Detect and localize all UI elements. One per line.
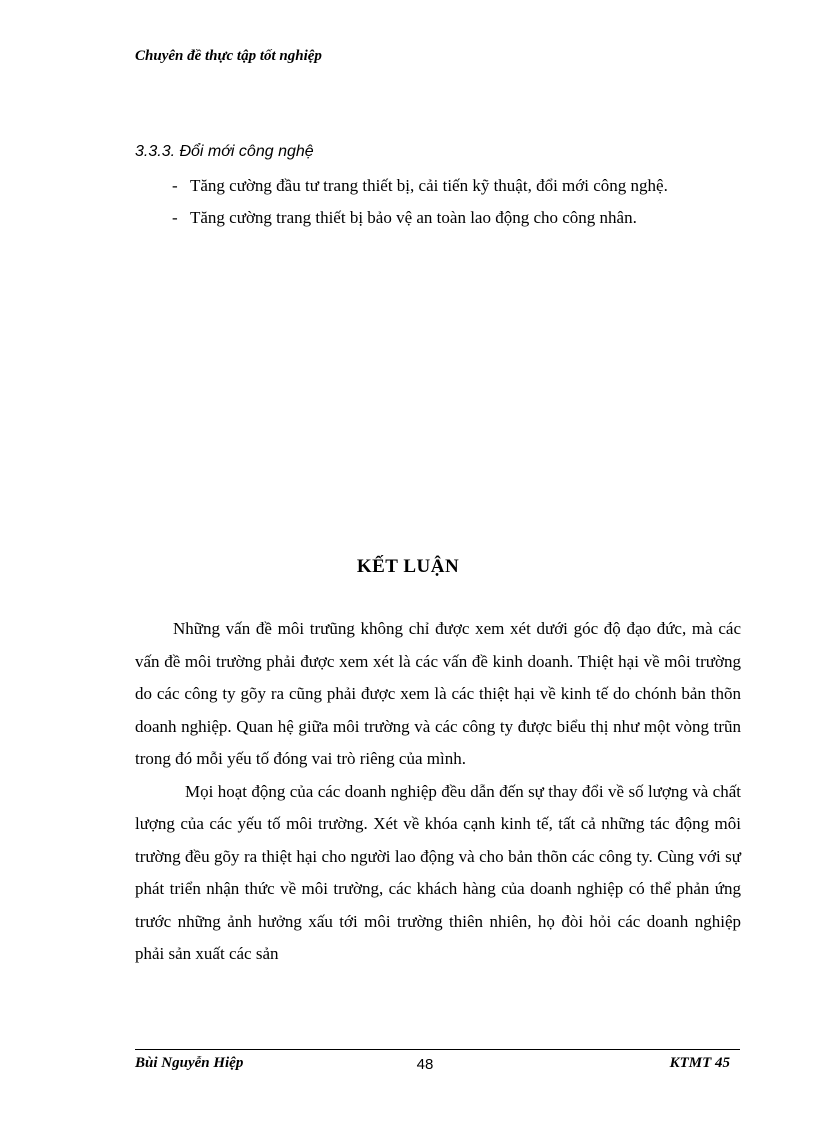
footer-author: Bùi Nguyễn Hiệp <box>135 1055 244 1071</box>
section-heading: 3.3.3. Đổi mới công nghệ <box>135 143 314 160</box>
footer-divider <box>135 1049 740 1050</box>
header-title: Chuyên đề thực tập tốt nghiệp <box>135 48 322 64</box>
page-number: 48 <box>416 1056 434 1073</box>
conclusion-body <box>135 613 741 971</box>
bullet-text: Tăng cường trang thiết bị bảo vệ an toàn lao động cho công nhân. <box>190 208 637 227</box>
bullet-marker: - <box>172 176 178 195</box>
bullet-list <box>172 170 668 234</box>
list-item <box>172 202 668 234</box>
paragraph: Mọi hoạt động của các doanh nghiệp đều dẫn đến sự thay đổi về số lượng và chất lượng của các yếu tố môi trường. Xét về khóa cạnh kinh tế, tất cả những tác động môi trường đều gõy ra thiệt hại cho người lao động và cho bản thõn các công ty. Cùng với sự phát triển nhận thức về môi trường, các khách hàng của doanh nghiệp có thể phản ứng trước những ảnh hưởng xấu tới môi trường thiên nhiên, họ đòi hỏi các doanh nghiệp phải sản xuất các sản <box>135 781 741 963</box>
paragraph: Những vấn đề môi trưũng không chỉ được xem xét dưới góc độ đạo đức, mà các vấn đề môi trường phải được xem xét là các vấn đề kinh doanh. Thiệt hại về môi trường do các công ty gõy ra cũng phải được xem là các thiệt hại về kinh tế do chónh bản thõn doanh nghiệp. Quan hệ giữa môi trường và các công ty được biểu thị như một vòng trũn trong đó mỗi yếu tố đóng vai trò riêng của mình. <box>135 619 741 768</box>
footer-code: KTMT 45 <box>669 1055 730 1071</box>
conclusion-title: KẾT LUẬN <box>356 556 460 577</box>
list-item <box>172 170 668 202</box>
bullet-text: Tăng cường đầu tư trang thiết bị, cải tiến kỹ thuật, đổi mới công nghệ. <box>190 176 668 195</box>
bullet-marker: - <box>172 208 178 227</box>
